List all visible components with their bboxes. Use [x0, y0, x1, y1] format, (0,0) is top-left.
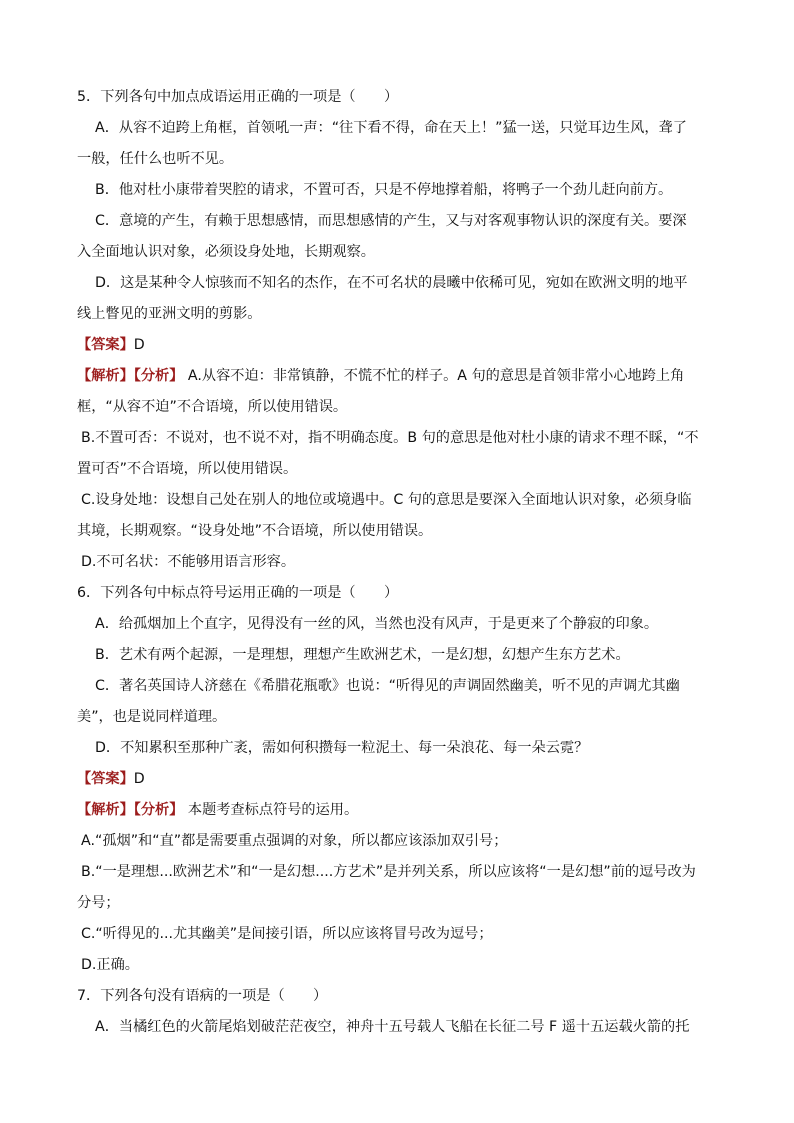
- q6-analysis-line5: C.“听得见的...尤其幽美”是间接引语，所以应该将冒号改为逗号；: [81, 926, 493, 942]
- q6-analysis-line4: 分号；: [77, 895, 120, 911]
- q6-option-d: D．不知累积至那种广袤，需如何积攒每一粒泥土、每一朵浪花、每一朵云霓？: [95, 740, 589, 756]
- q5-analysis-text-1: A.从容不迫：非常镇静，不慌不忙的样子。A 句的意思是首领非常小心地跨上角: [183, 368, 685, 384]
- q7-stem: 7．下列各句没有语病的一项是（ ）: [77, 988, 328, 1004]
- q5-analysis-line1: [77, 361, 717, 392]
- q5-option-c-line2: 入全面地认识对象，必须设身处地，长期观察。: [77, 244, 375, 260]
- q6-option-b: B．艺术有两个起源，一是理想，理想产生欧洲艺术，一是幻想，幻想产生东方艺术。: [95, 647, 630, 663]
- q6-answer: [77, 764, 717, 795]
- q6-analysis-line2: A.“孤烟”和“直”都是需要重点强调的对象，所以都应该添加双引号；: [81, 833, 508, 849]
- q7-option-a-line1: A．当橘红色的火箭尾焰划破茫茫夜空，神舟十五号载人飞船在长征二号 F 遥十五运载火箭的托: [95, 1019, 690, 1035]
- q6-analysis-line6: D.正确。: [81, 957, 139, 973]
- q5-answer-label: 【答案】: [77, 337, 134, 353]
- q5-answer-value: D: [133, 337, 145, 353]
- q5-analysis-line3: B.不置可否：不说对，也不说不对，指不明确态度。B 句的意思是他对杜小康的请求不理不睬，“不: [81, 430, 699, 446]
- q6-option-c-line1: C．著名英国诗人济慈在《希腊花瓶歌》也说：“听得见的声调固然幽美，听不见的声调尤其幽: [95, 678, 680, 694]
- q5-answer: [77, 330, 717, 361]
- q6-stem: 6．下列各句中标点符号运用正确的一项是（ ）: [77, 585, 399, 601]
- q6-answer-value: D: [133, 771, 145, 787]
- q6-analysis-text-1: 本题考查标点符号的运用。: [183, 802, 359, 818]
- q5-analysis-line2: 框，“从容不迫”不合语境，所以使用错误。: [77, 399, 348, 415]
- q6-analysis-label: 【解析】【分析】: [77, 802, 184, 818]
- q5-stem: 5．下列各句中加点成语运用正确的一项是（ ）: [77, 89, 399, 105]
- q5-analysis-line6: 其境，长期观察。“设身处地”不合语境，所以使用错误。: [77, 523, 433, 539]
- q6-answer-label: 【答案】: [77, 771, 134, 787]
- q5-analysis-line7: D.不可名状：不能够用语言形容。: [81, 554, 296, 570]
- q5-option-b: B．他对杜小康带着哭腔的请求，不置可否，只是不停地撑着船，将鸭子一个劲儿赶向前方。: [95, 182, 673, 198]
- q5-analysis-line4: 置可否”不合语境，所以使用错误。: [77, 461, 298, 477]
- q5-option-a-line1: A．从容不迫跨上角框，首领吼一声：“往下看不得，命在天上！”猛一送，只觉耳边生风，聋了: [95, 120, 687, 136]
- q5-option-a-line2: 一般，任什么也听不见。: [77, 151, 234, 167]
- q5-analysis-line5: C.设身处地：设想自己处在别人的地位或境遇中。C 句的意思是要深入全面地认识对象，必须身临: [81, 492, 692, 508]
- q6-option-a: A．给孤烟加上个直字，见得没有一丝的风，当然也没有风声，于是更来了个静寂的印象。: [95, 616, 659, 632]
- document-content: [77, 82, 717, 1043]
- q6-option-c-line2: 美”，也是说同样道理。: [77, 709, 227, 725]
- q6-analysis-line1: [77, 795, 717, 826]
- q5-option-c-line1: C．意境的产生，有赖于思想感情，而思想感情的产生，又与对客观事物认识的深度有关。要深: [95, 213, 687, 229]
- q5-option-d-line1: D．这是某种令人惊骇而不知名的杰作，在不可名状的晨曦中依稀可见，宛如在欧洲文明的地平: [95, 275, 688, 291]
- q6-analysis-line3: B.“一是理想...欧洲艺术”和“一是幻想....方艺术”是并列关系，所以应该将“一是幻想”前的逗号改为: [81, 864, 696, 880]
- q5-option-d-line2: 线上瞥见的亚洲文明的剪影。: [77, 306, 262, 322]
- q5-analysis-label: 【解析】【分析】: [77, 368, 184, 384]
